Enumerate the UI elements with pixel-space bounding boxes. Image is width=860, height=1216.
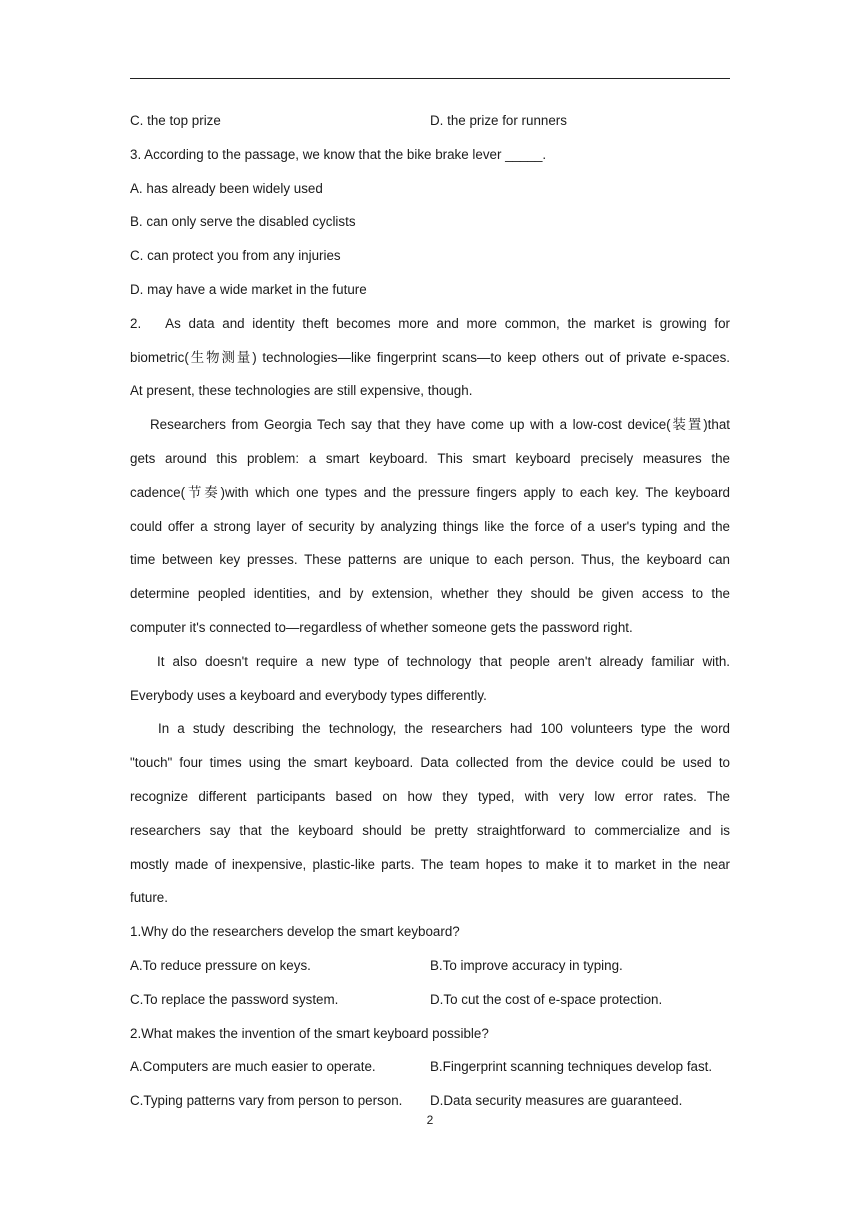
passage-2-p2-line-7: computer it's connected to—regardless of whether someone gets the password right.	[130, 619, 633, 635]
option-c: C. the top prize	[130, 113, 221, 128]
passage-2-p1-line-2: biometric(生物测量) technologies—like fingerprint scans—to keep others out of private e-spaces.	[130, 349, 730, 365]
passage-2-p4-line-3: recognize different participants based on how they typed, with very low error rates. The	[130, 788, 730, 804]
passage-2-p4-line-1: In a study describing the technology, the researchers had 100 volunteers type the word	[158, 721, 730, 737]
passage-2-p2-line-6: determine peopled identities, and by extension, whether they should be given access to the	[130, 586, 730, 602]
option-d: D. the prize for runners	[430, 113, 567, 128]
passage-2-p1-line-1	[130, 312, 730, 346]
page-content	[130, 109, 730, 1123]
option-b: B.To improve accuracy in typing.	[430, 957, 623, 973]
option-c: C.Typing patterns vary from person to person.	[130, 1093, 403, 1109]
passage-2-p4-line-4: researchers say that the keyboard should be pretty straightforward to commercialize and is	[130, 822, 730, 838]
passage-2-p2-line-3: cadence(节奏)with which one types and the pressure fingers apply to each key. The keyboard	[130, 484, 730, 500]
passage-2-question-1-options-ab	[130, 954, 730, 988]
option-a: A.Computers are much easier to operate.	[130, 1059, 376, 1075]
passage-2-p1-line-3: At present, these technologies are still expensive, though.	[130, 383, 473, 399]
question-3-option-c: C. can protect you from any injuries	[130, 248, 341, 264]
passage-2-p2-line-5: time between key presses. These patterns are unique to each person. Thus, the keyboard can	[130, 552, 730, 568]
passage-2-question-1-options-cd	[130, 988, 730, 1022]
passage-text: As data and identity theft becomes more and more common, the market is growing for	[165, 315, 730, 331]
header-rule	[130, 78, 730, 79]
passage-2-p4-line-2: "touch" four times using the smart keyboard. Data collected from the device could be used to	[130, 755, 730, 771]
option-b: B.Fingerprint scanning techniques develop fast.	[430, 1059, 713, 1075]
option-d: D.Data security measures are guaranteed.	[430, 1093, 683, 1109]
passage-2-p4-line-6: future.	[130, 890, 168, 906]
passage-2-p2-line-2: gets around this problem: a smart keyboard. This smart keyboard precisely measures the	[130, 450, 730, 466]
passage-2-p3-line-2: Everybody uses a keyboard and everybody types differently.	[130, 687, 487, 703]
passage-2-p3-line-1: It also doesn't require a new type of technology that people aren't already familiar with.	[157, 653, 730, 669]
question-3-option-b: B. can only serve the disabled cyclists	[130, 214, 356, 230]
question-3-option-d: D. may have a wide market in the future	[130, 281, 367, 297]
passage-2-p4-line-5: mostly made of inexpensive, plastic-like parts. The team hopes to make it to market in the near	[130, 856, 730, 872]
question-3-option-a: A. has already been widely used	[130, 180, 323, 196]
option-a: A.To reduce pressure on keys.	[130, 957, 311, 973]
page-number: 2	[426, 1113, 434, 1127]
option-c: C.To replace the password system.	[130, 991, 339, 1007]
passage-2-question-2-options-ab	[130, 1055, 730, 1089]
passage-2-question-1-stem: 1.Why do the researchers develop the smart keyboard?	[130, 924, 460, 940]
option-d: D.To cut the cost of e-space protection.	[430, 991, 663, 1007]
passage-2-question-2-stem: 2.What makes the invention of the smart keyboard possible?	[130, 1025, 489, 1041]
passage-2-p2-line-1: Researchers from Georgia Tech say that they have come up with a low-cost device(装置)that	[150, 417, 730, 433]
question-3-stem: 3. According to the passage, we know that the bike brake lever _____.	[130, 146, 547, 162]
passage-number: 2.	[130, 315, 142, 331]
prev-question-options	[130, 109, 730, 143]
passage-2-p2-line-4: could offer a strong layer of security by analyzing things like the force of a user's typing and the	[130, 518, 730, 534]
